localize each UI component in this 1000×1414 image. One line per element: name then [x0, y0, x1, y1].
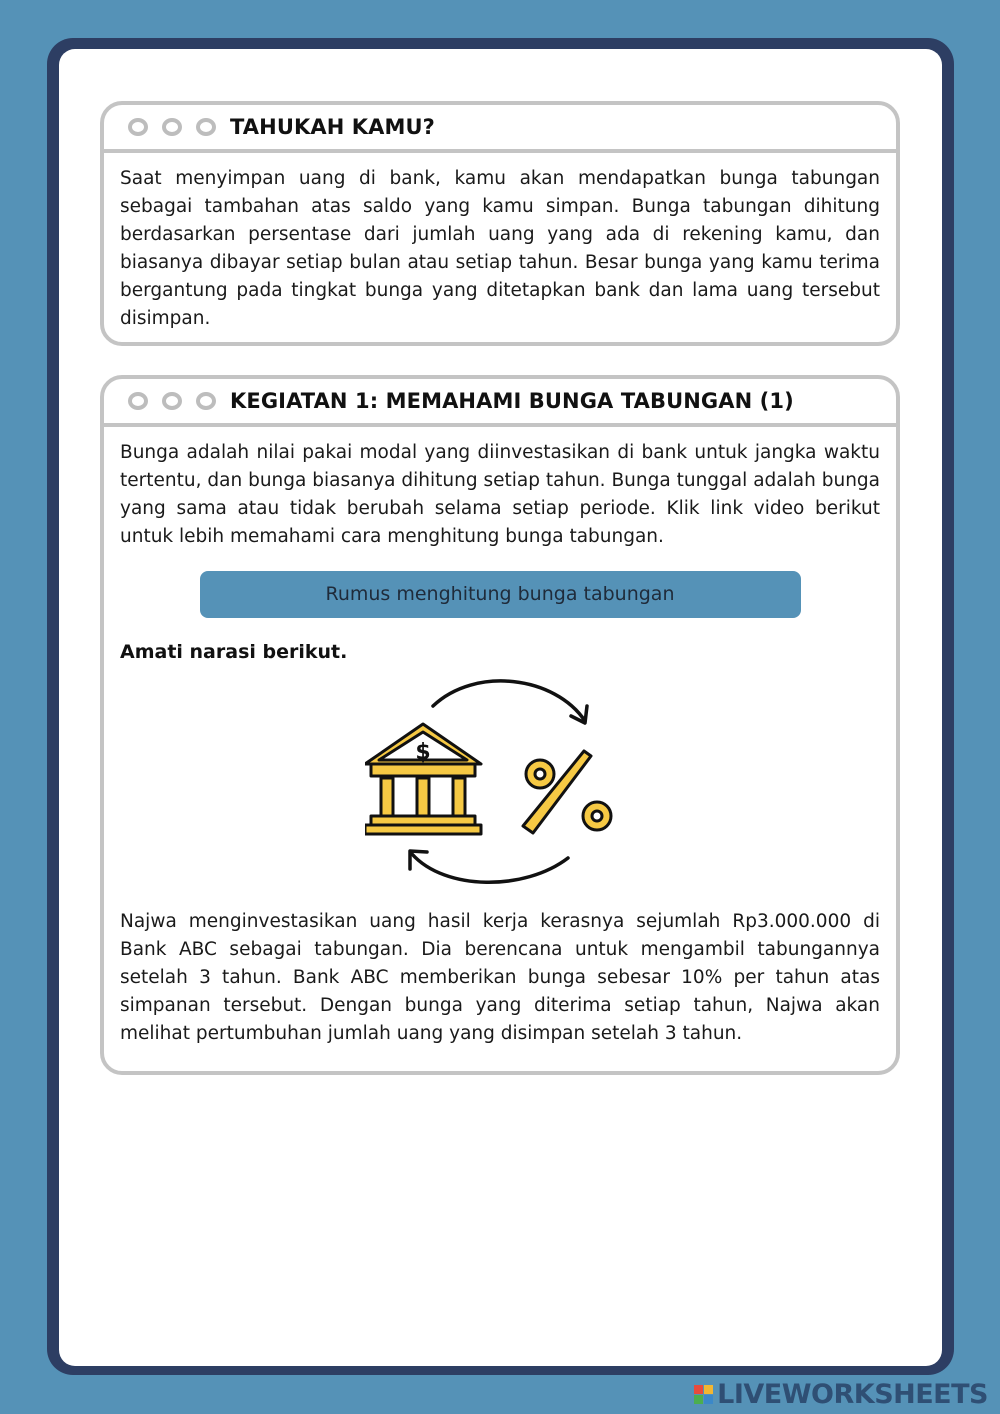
video-link-button[interactable]: Rumus menghitung bunga tabungan: [200, 571, 801, 618]
observe-heading: Amati narasi berikut.: [120, 641, 348, 663]
activity-intro: Bunga adalah nilai pakai modal yang diinvestasikan di bank untuk jangka waktu tertentu, dan bunga biasanya dihitung setiap tahun. Bunga tunggal adalah bunga yang sama atau tidak berubah selama setiap periode. Klik link video berikut untuk lebih memahami cara menghitung bunga tabungan.: [120, 442, 880, 547]
dot-icon: [162, 392, 182, 410]
dot-icon: [196, 392, 216, 410]
liveworksheets-watermark: [694, 1379, 988, 1410]
activity-body: [104, 427, 896, 1048]
activity-card: [100, 375, 900, 1075]
did-you-know-body: [104, 153, 896, 333]
dot-icon: [196, 118, 216, 136]
did-you-know-title: TAHUKAH KAMU?: [230, 115, 435, 139]
watermark-text: LIVEWORKSHEETS: [717, 1379, 988, 1410]
dollar-sign-icon: $: [415, 740, 431, 765]
percent-icon: [523, 751, 611, 833]
activity-header: [104, 379, 896, 427]
bank-interest-illustration: [365, 676, 635, 894]
did-you-know-header: [104, 105, 896, 153]
activity-title: KEGIATAN 1: MEMAHAMI BUNGA TABUNGAN (1): [230, 389, 794, 413]
did-you-know-text: Saat menyimpan uang di bank, kamu akan mendapatkan bunga tabungan sebagai tambahan atas saldo yang kamu simpan. Bunga tabungan dihitung berdasarkan persentase dari jumlah uang yang ada di rekening kamu, dan biasanya dibayar setiap bulan atau setiap tahun. Besar bunga yang kamu terima bergantung pada tingkat bunga yang ditetapkan bank dan lama uang tersebut disimpan.: [120, 168, 880, 329]
cycle-arrow-bottom: [412, 854, 568, 882]
narrative-text: Najwa menginvestasikan uang hasil kerja kerasnya sejumlah Rp3.000.000 di Bank ABC sebagai tabungan. Dia berencana untuk mengambil tabungannya setelah 3 tahun. Bank ABC memberikan bunga sebesar 10% per tahun atas simpanan tersebut. Dengan bunga yang diterima setiap tahun, Najwa akan melihat pertumbuhan jumlah uang yang disimpan setelah 3 tahun.: [120, 911, 880, 1044]
liveworksheets-logo-icon: [694, 1385, 713, 1404]
did-you-know-card: [100, 101, 900, 346]
window-dots: [128, 118, 216, 136]
window-dots: [128, 392, 216, 410]
dot-icon: [162, 118, 182, 136]
cycle-arrow-top: [433, 681, 585, 721]
dot-icon: [128, 118, 148, 136]
dot-icon: [128, 392, 148, 410]
